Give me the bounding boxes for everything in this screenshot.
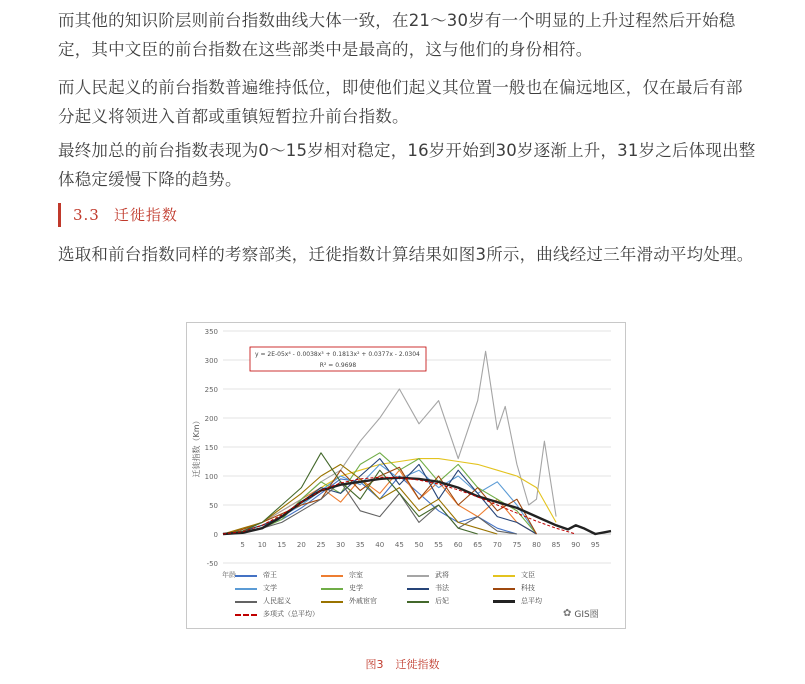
- legend-swatch: [493, 588, 515, 590]
- figure-caption: [0, 656, 805, 672]
- x-tick-label: 50: [414, 541, 424, 549]
- legend-swatch: [235, 614, 257, 616]
- x-tick-label: 85: [551, 541, 561, 549]
- legend-item: [407, 569, 493, 582]
- legend-label: 文臣: [521, 571, 535, 579]
- section-heading: [58, 203, 178, 227]
- legend-swatch: [321, 575, 343, 577]
- y-tick-label: 300: [204, 357, 218, 365]
- legend-row: [235, 569, 615, 582]
- y-tick-label: 250: [204, 386, 218, 394]
- x-tick-label: 90: [571, 541, 581, 549]
- chart-figure: [186, 322, 626, 629]
- x-tick-label: 35: [355, 541, 365, 549]
- wechat-icon: ✿: [563, 608, 572, 619]
- legend-item: [493, 569, 579, 582]
- trendline-equation: y = 2E-05x⁴ - 0.0038x³ + 0.1813x² + 0.0377x - 2.0304: [255, 351, 420, 358]
- y-tick-label: -50: [206, 560, 218, 568]
- x-tick-label: 15: [277, 541, 287, 549]
- x-tick-label: 95: [590, 541, 600, 549]
- y-tick-label: 150: [204, 444, 218, 452]
- legend-item: [235, 582, 321, 595]
- x-tick-label: 65: [473, 541, 483, 549]
- legend-item: [235, 595, 321, 608]
- watermark: [563, 607, 599, 620]
- caption-label: 图3: [365, 658, 384, 671]
- legend-swatch: [407, 588, 429, 590]
- legend-swatch: [407, 601, 429, 603]
- legend-swatch: [235, 588, 257, 590]
- legend-label: 科技: [521, 584, 535, 592]
- legend-swatch: [321, 601, 343, 603]
- legend-item: [407, 595, 493, 608]
- paragraph-3: 最终加总的前台指数表现为0～15岁相对稳定，16岁开始到30岁逐渐上升，31岁之后体现出整体稳定缓慢下降的趋势。: [58, 141, 756, 189]
- x-tick-label: 45: [394, 541, 404, 549]
- legend-item: [321, 595, 407, 608]
- caption-title: 迁徙指数: [395, 658, 440, 671]
- x-tick-label: 10: [257, 541, 267, 549]
- paragraph-1: 而其他的知识阶层则前台指数曲线大体一致，在21～30岁有一个明显的上升过程然后开始稳定，其中文臣的前台指数在这些部类中是最高的，这与他们的身份相符。: [58, 11, 736, 59]
- legend-label: 书法: [435, 584, 449, 592]
- legend-row: [235, 608, 615, 621]
- legend-item: [321, 582, 407, 595]
- section-title: 迁徙指数: [113, 206, 178, 224]
- legend-item: [321, 569, 407, 582]
- x-tick-label: 75: [512, 541, 522, 549]
- legend-swatch: [321, 588, 343, 590]
- legend-swatch: [493, 600, 515, 603]
- section-number: 3.3: [73, 206, 100, 224]
- legend-label: 人民起义: [263, 597, 291, 605]
- legend-label: 后妃: [435, 597, 449, 605]
- y-tick-label: 350: [204, 328, 218, 336]
- legend-item: [235, 608, 321, 621]
- watermark-text: GIS圈: [574, 610, 599, 620]
- legend-swatch: [407, 575, 429, 577]
- x-tick-label: 40: [375, 541, 385, 549]
- x-tick-label: 80: [532, 541, 541, 549]
- paragraph-4: 选取和前台指数同样的考察部类，迁徙指数计算结果如图3所示，曲线经过三年滑动平均处理。: [58, 245, 754, 264]
- y-tick-label: 0: [213, 531, 218, 539]
- x-tick-label: 年龄: [222, 571, 236, 579]
- x-tick-label: 30: [336, 541, 346, 549]
- y-tick-label: 200: [204, 415, 218, 423]
- paragraph-2: 而人民起义的前台指数普遍维持低位，即使他们起义其位置一般也在偏远地区，仅在最后有部分起义将领进入首都或重镇短暂拉升前台指数。: [58, 78, 743, 126]
- chart-legend: [235, 569, 615, 621]
- x-tick-label: 55: [434, 541, 444, 549]
- x-tick-label: 5: [240, 541, 245, 549]
- series-line: [223, 453, 478, 534]
- legend-label: 帝王: [263, 571, 277, 579]
- legend-row: [235, 595, 615, 608]
- legend-label: 宗室: [349, 571, 363, 579]
- legend-item: [407, 582, 493, 595]
- series-line: [223, 351, 556, 534]
- legend-label: 外戚宦官: [349, 597, 377, 605]
- x-tick-label: 20: [296, 541, 306, 549]
- legend-swatch: [493, 575, 515, 577]
- legend-label: 武将: [435, 571, 449, 579]
- legend-item: [493, 582, 579, 595]
- legend-label: 文学: [263, 584, 277, 592]
- legend-item: [235, 569, 321, 582]
- x-tick-label: 25: [316, 541, 326, 549]
- legend-swatch: [235, 601, 257, 603]
- x-tick-label: 60: [453, 541, 463, 549]
- x-tick-label: 70: [492, 541, 502, 549]
- y-axis-label: 迁徙指数（Km）: [192, 416, 201, 478]
- legend-label: 多项式（总平均）: [263, 610, 319, 618]
- legend-label: 总平均: [521, 597, 542, 605]
- legend-row: [235, 582, 615, 595]
- legend-swatch: [235, 575, 257, 577]
- y-tick-label: 50: [209, 502, 218, 510]
- y-tick-label: 100: [204, 473, 218, 481]
- legend-label: 史学: [349, 584, 363, 592]
- r-squared-label: R² = 0.9698: [319, 362, 357, 369]
